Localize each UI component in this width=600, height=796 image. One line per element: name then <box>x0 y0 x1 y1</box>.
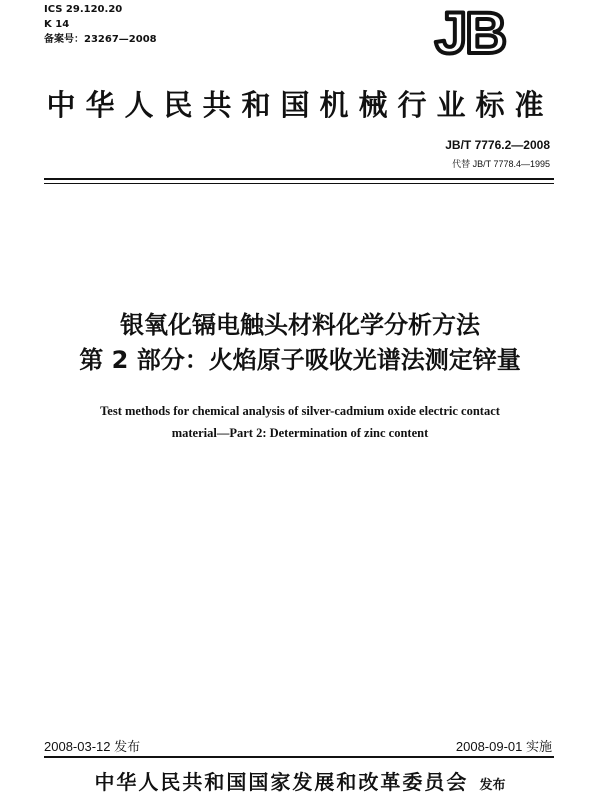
issuer-name: 中华人民共和国国家发展和改革委员会 <box>94 770 469 794</box>
issue-date: 2008-03-12 发布 <box>44 739 141 754</box>
jb-logo-text: JB <box>434 6 506 58</box>
replaced-standard: 代替 JB/T 7778.4—1995 <box>452 159 550 169</box>
implementation-date: 2008-09-01 实施 <box>455 739 552 754</box>
standard-number: JB/T 7776.2—2008 <box>445 138 550 152</box>
title-chinese-line2: 第 2 部分：火焰原子吸收光谱法测定锌量 <box>79 346 521 374</box>
bottom-divider <box>44 756 554 758</box>
title-chinese-line1: 银氧化镉电触头材料化学分析方法 <box>120 311 480 339</box>
title-english-line2: material—Part 2: Determination of zinc content <box>171 426 429 440</box>
classification-code: K 14 <box>44 19 70 30</box>
ics-code: ICS 29.120.20 <box>44 4 123 15</box>
title-english-line1: Test methods for chemical analysis of silver-cadmium oxide electric contact <box>100 404 500 418</box>
issuer-line <box>0 766 600 795</box>
industry-standard-title: 中华人民共和国机械行业标准 <box>46 88 554 122</box>
issuer-suffix: 发布 <box>479 778 506 793</box>
record-number: 备案号：23267—2008 <box>44 34 157 45</box>
jb-logo <box>414 6 526 58</box>
top-divider <box>44 178 554 180</box>
top-divider-thin <box>44 183 554 184</box>
